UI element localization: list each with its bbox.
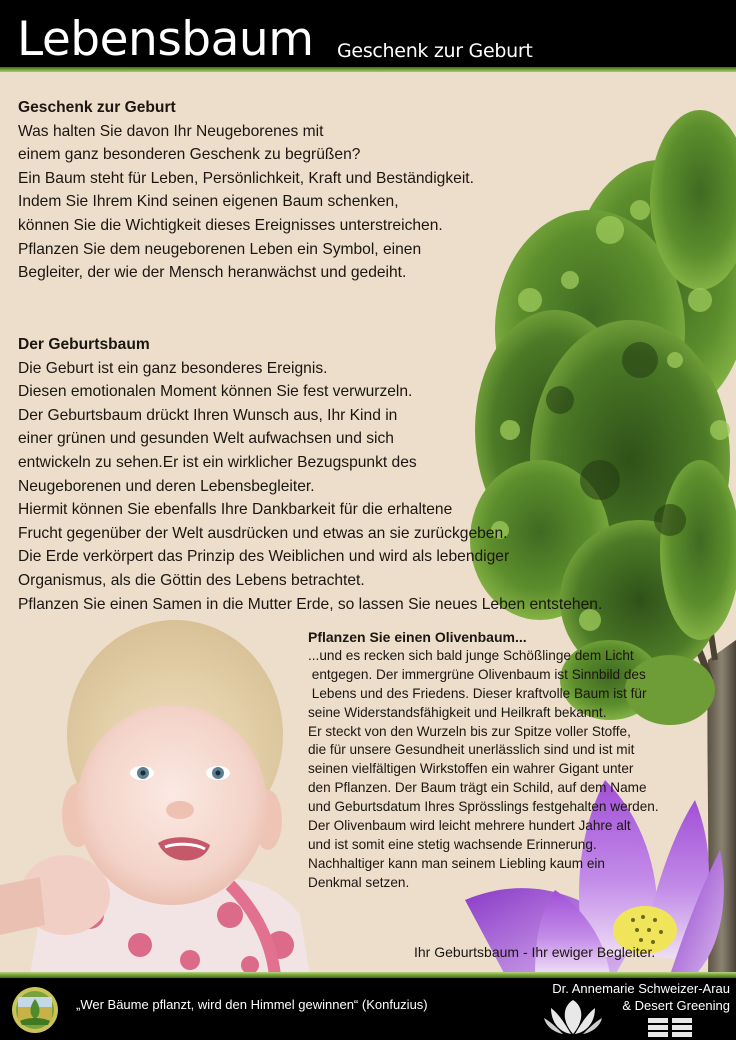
text-line: entwickeln zu sehen.Er ist ein wirklicher Bezugspunkt des xyxy=(18,453,417,471)
text-line: Indem Sie Ihrem Kind seinen eigenen Baum schenken, xyxy=(18,193,399,211)
desert-greening-emblem-icon xyxy=(10,985,60,1035)
text-line: Frucht gegenüber der Welt ausdrücken und etwas an sie zurückgeben. xyxy=(18,524,508,542)
page-subtitle: Geschenk zur Geburt xyxy=(337,40,533,62)
text-line: einer grünen und gesunden Welt aufwachsen und sich xyxy=(18,430,394,448)
text-line: Begleiter, der wie der Mensch heranwächst und gedeiht. xyxy=(18,264,407,282)
text-line: Pflanzen Sie einen Samen in die Mutter Erde, so lassen Sie neues Leben entstehen. xyxy=(18,595,603,613)
text-line: Denkmal setzen. xyxy=(308,874,410,890)
closing-tagline: Ihr Geburtsbaum - Ihr ewiger Begleiter. xyxy=(414,944,656,960)
section-heading: Geschenk zur Geburt xyxy=(18,99,176,116)
page-title: Lebensbaum xyxy=(17,12,314,67)
text-line: Was halten Sie davon Ihr Neugeborenes mit xyxy=(18,122,324,140)
text-line: einem ganz besonderen Geschenk zu begrüßen? xyxy=(18,146,361,164)
baby-photo xyxy=(0,615,340,975)
text-line: Nachhaltiger kann man seinem Liebling kaum ein xyxy=(308,855,605,871)
text-line: Er steckt von den Wurzeln bis zur Spitze voller Stoffe, xyxy=(308,723,631,739)
text-line: Der Geburtsbaum drückt Ihren Wunsch aus, Ihr Kind in xyxy=(18,406,398,424)
header-bar xyxy=(0,0,736,68)
section-heading: Der Geburtsbaum xyxy=(18,336,150,353)
section-geburtsbaum xyxy=(18,333,602,616)
section-geschenk xyxy=(18,96,474,285)
text-line: können Sie die Wichtigkeit dieses Ereignisses unterstreichen. xyxy=(18,216,443,234)
text-line: Diesen emotionalen Moment können Sie fest verwurzeln. xyxy=(18,383,413,401)
author-organization: & Desert Greening xyxy=(622,998,730,1013)
text-line: Der Olivenbaum wird leicht mehrere hundert Jahre alt xyxy=(308,818,631,834)
header-green-stripe xyxy=(0,67,736,72)
text-line: Pflanzen Sie dem neugeborenen Leben ein Symbol, einen xyxy=(18,240,422,258)
text-line: Die Geburt ist ein ganz besonderes Ereignis. xyxy=(18,359,328,377)
footer-bar xyxy=(0,978,736,1040)
text-line: Hiermit können Sie ebenfalls Ihre Dankbarkeit für die erhaltene xyxy=(18,501,453,519)
text-line: Lebens und des Friedens. Dieser kraftvolle Baum ist für xyxy=(308,685,647,701)
text-line: Ein Baum steht für Leben, Persönlichkeit, Kraft und Beständigkeit. xyxy=(18,169,474,187)
text-line: und ist somit eine stetig wachsende Erinnerung. xyxy=(308,836,597,852)
text-line: seine Widerstandsfähigkeit und Heilkraft bekannt. xyxy=(308,704,607,720)
text-line: ...und es recken sich bald junge Schößlinge dem Licht xyxy=(308,647,634,663)
section-heading: Pflanzen Sie einen Olivenbaum... xyxy=(308,629,527,645)
text-line: Neugeborenen und deren Lebensbegleiter. xyxy=(18,477,315,495)
text-line: den Pflanzen. Der Baum trägt ein Schild, auf dem Name xyxy=(308,780,647,796)
text-line: Organismus, als die Göttin des Lebens betrachtet. xyxy=(18,571,365,589)
text-line: und Geburtsdatum Ihres Sprösslings festgehalten werden. xyxy=(308,799,659,815)
text-line: seinen vielfältigen Wirkstoffen ein wahrer Gigant unter xyxy=(308,761,634,777)
author-name: Dr. Annemarie Schweizer-Arau xyxy=(552,981,730,996)
section-olivenbaum xyxy=(308,628,659,893)
text-line: die für unsere Gesundheit unerlässlich sind und ist mit xyxy=(308,742,635,758)
lotus-logo-icon xyxy=(543,998,603,1036)
footer-quote: „Wer Bäume pflanzt, wird den Himmel gewinnen“ (Konfuzius) xyxy=(76,997,428,1012)
desert-greening-lines-icon xyxy=(648,1016,692,1038)
text-line: entgegen. Der immergrüne Olivenbaum ist Sinnbild des xyxy=(308,666,646,682)
text-line: Die Erde verkörpert das Prinzip des Weiblichen und wird als lebendiger xyxy=(18,548,510,566)
